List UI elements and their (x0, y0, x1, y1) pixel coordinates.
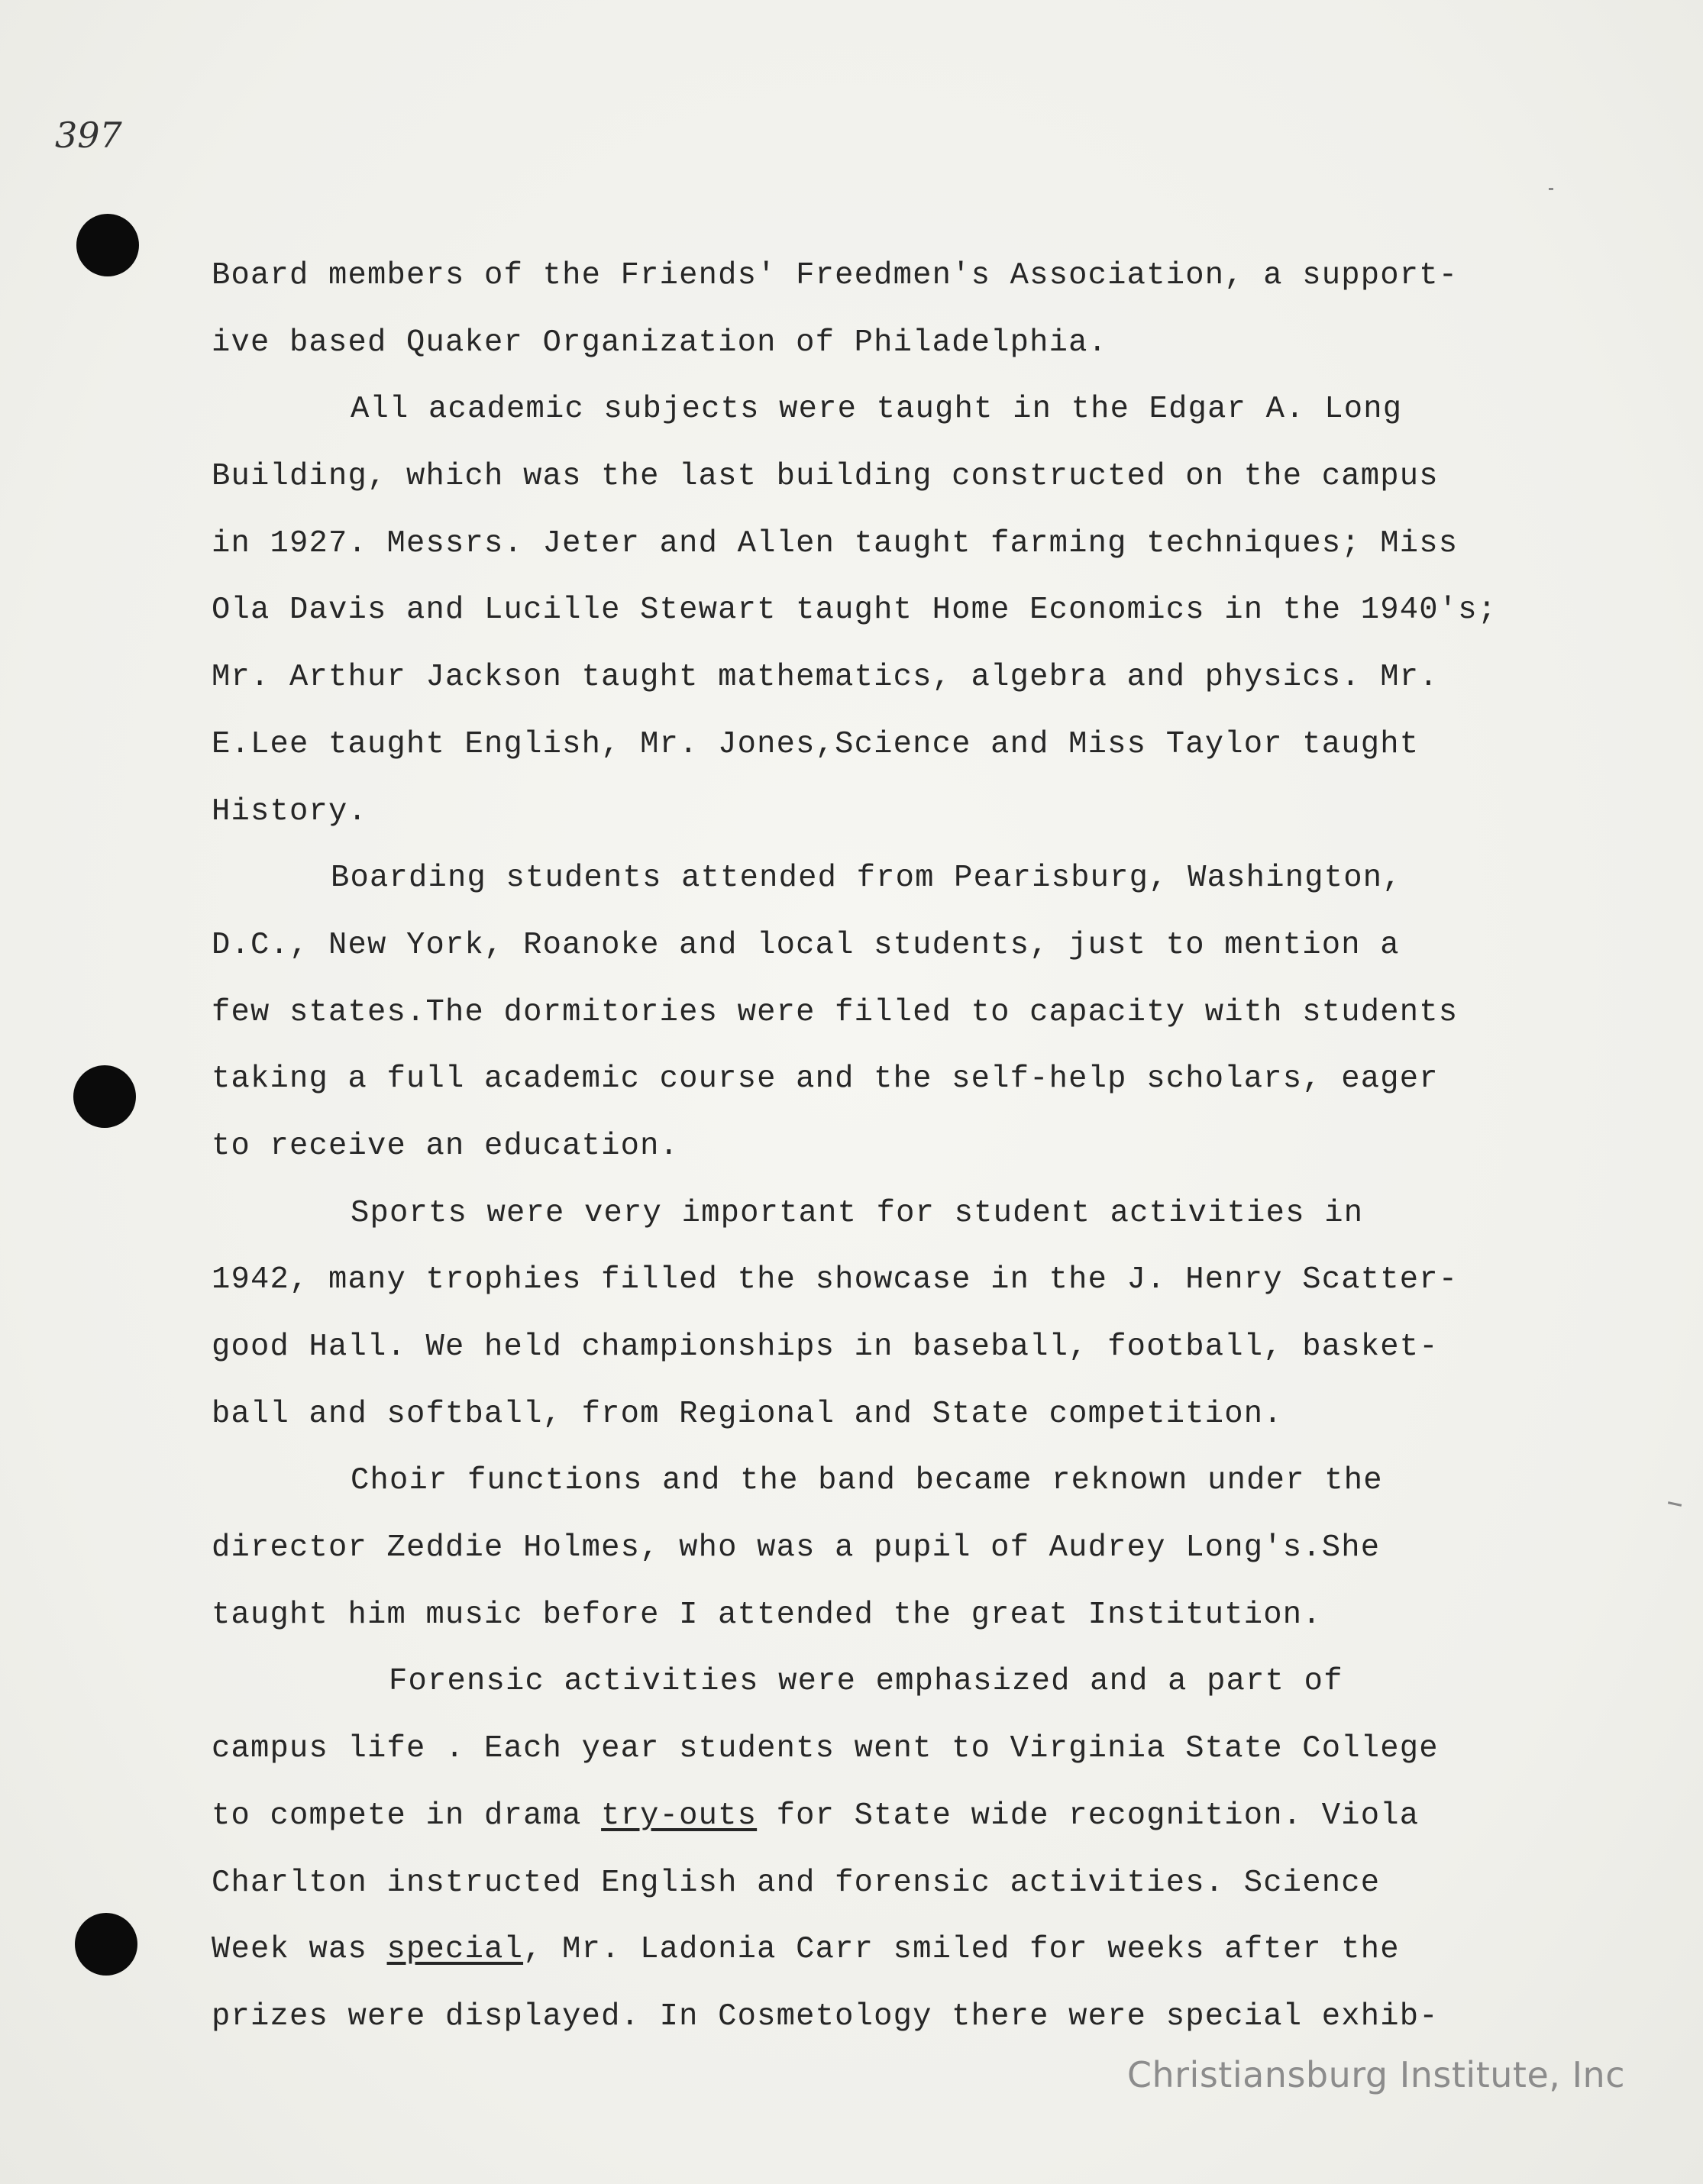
underlined-text: try-outs (601, 1798, 758, 1833)
text-line (212, 1917, 1556, 1984)
text-line: few states.The dormitories were filled to capacity with students (212, 994, 1459, 1030)
paper-speck (1549, 188, 1553, 190)
text-line: taught him music before I attended the great Institution. (212, 1597, 1322, 1633)
text-segment: to compete in drama (212, 1798, 602, 1833)
text-line: prizes were displayed. In Cosmetology there were special exhib- (212, 1998, 1439, 2034)
watermark: Christiansburg Institute, Inc (1126, 2054, 1625, 2095)
text-line: to receive an education. (212, 1128, 680, 1164)
binder-hole-bottom (75, 1913, 137, 1976)
text-segment: , Mr. Ladonia Carr smiled for weeks after the (523, 1932, 1400, 1968)
text-line: taking a full academic course and the self-help scholars, eager (212, 1061, 1439, 1097)
paper-speck (1668, 1501, 1682, 1507)
text-line (212, 1783, 1556, 1850)
text-line: Boarding students attended from Pearisburg, Washington, (331, 861, 1402, 897)
underlined-text: special (386, 1932, 524, 1968)
text-line: ball and softball, from Regional and State competition. (212, 1396, 1283, 1432)
binder-hole-top (76, 214, 139, 276)
text-segment: for State wide recognition. Viola (757, 1798, 1420, 1833)
text-line: ive based Quaker Organization of Philadelphia. (212, 325, 1108, 360)
text-line: E.Lee taught English, Mr. Jones,Science and Miss Taylor taught (212, 726, 1420, 762)
text-segment: Week was (212, 1932, 387, 1968)
text-line: Forensic activities were emphasized and a part of (389, 1664, 1343, 1700)
text-line: Charlton instructed English and forensic activities. Science (212, 1865, 1381, 1901)
binder-hole-middle (73, 1065, 136, 1128)
text-line: director Zeddie Holmes, who was a pupil of Audrey Long's.She (212, 1530, 1381, 1566)
page-number: 397 (55, 115, 122, 156)
text-line: D.C., New York, Roanoke and local students, just to mention a (212, 927, 1400, 963)
text-line: Sports were very important for student activities in (351, 1195, 1364, 1231)
text-line: Choir functions and the band became reknown under the (351, 1463, 1383, 1499)
text-line: All academic subjects were taught in the Edgar A. Long (351, 392, 1403, 428)
text-line: Building, which was the last building constructed on the campus (212, 459, 1439, 495)
text-line: good Hall. We held championships in baseball, football, basket- (212, 1329, 1439, 1365)
text-line: History. (212, 793, 368, 829)
text-line: Mr. Arthur Jackson taught mathematics, algebra and physics. Mr. (212, 660, 1439, 696)
text-line: in 1927. Messrs. Jeter and Allen taught farming techniques; Miss (212, 525, 1459, 561)
text-line: Board members of the Friends' Freedmen's Association, a support- (212, 258, 1459, 293)
typewritten-body (212, 243, 1556, 2051)
text-line: 1942, many trophies filled the showcase in the J. Henry Scatter- (212, 1262, 1459, 1298)
text-line: Ola Davis and Lucille Stewart taught Home Economics in the 1940's; (212, 593, 1498, 628)
text-line: campus life . Each year students went to Virginia State College (212, 1731, 1439, 1767)
